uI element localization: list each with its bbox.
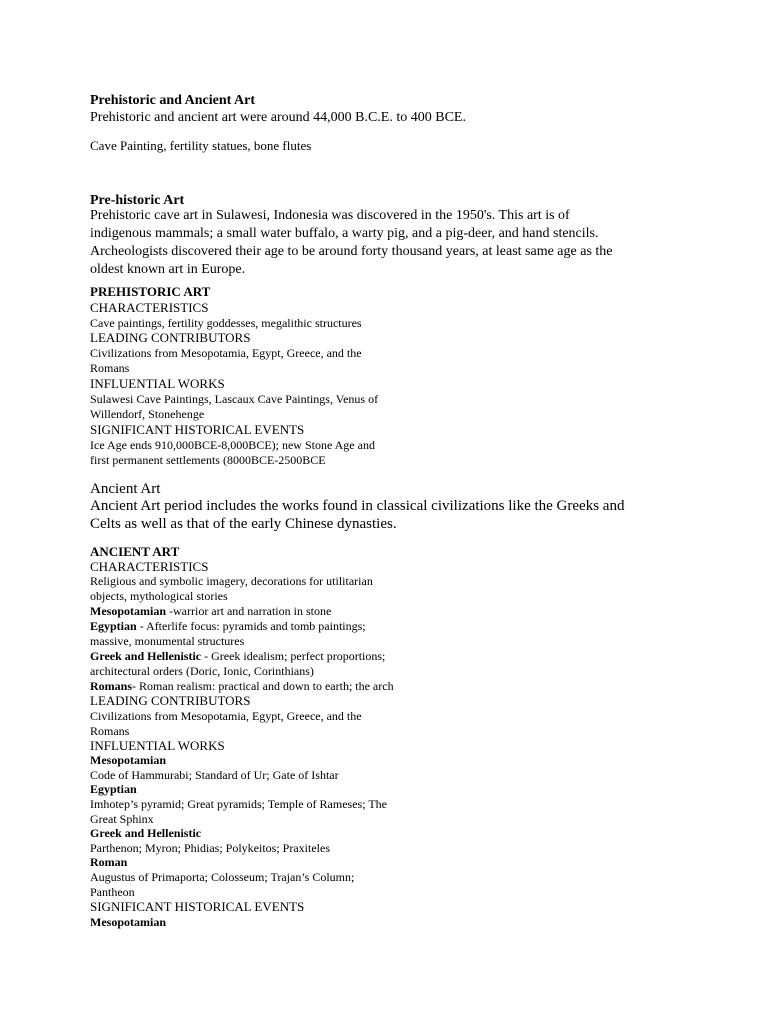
works-meso-text: Code of Hammurabi; Standard of Ur; Gate of Ishtar [90, 768, 339, 782]
meso-text: -warrior art and narration in stone [166, 604, 332, 618]
ancient-greek-row-2: architectural orders (Doric, Ionic, Corinthians) [90, 664, 314, 678]
greek-text: - Greek idealism; perfect proportions; [201, 649, 386, 663]
works-roman-line-1: Augustus of Primaporta; Colosseum; Trajan’s Column; [90, 870, 355, 884]
works-roman-line-2: Pantheon [90, 885, 135, 899]
ancient-contributors-line-2: Romans [90, 724, 130, 738]
prehistoric-contributors-line-1: Civilizations from Mesopotamia, Egypt, Greece, and the [90, 346, 362, 360]
prehistoric-works-line-2: Willendorf, Stonehenge [90, 407, 205, 421]
works-greek-label: Greek and Hellenistic [90, 826, 202, 840]
prehistoric-table-title: PREHISTORIC ART [90, 284, 211, 299]
works-greek-text: Parthenon; Myron; Phidias; Polykeitos; Praxiteles [90, 841, 330, 855]
ancient-table-title: ANCIENT ART [90, 544, 180, 559]
ancient-contributors-label: LEADING CONTRIBUTORS [90, 693, 251, 708]
roman-text: - Roman realism: practical and down to earth; the arch [132, 679, 394, 693]
prehistoric-characteristics-label: CHARACTERISTICS [90, 300, 209, 315]
works-egypt-line-2: Great Sphinx [90, 812, 154, 826]
intro-heading: Prehistoric and Ancient Art [90, 93, 256, 108]
ancient-egypt-row-2: massive, monumental structures [90, 634, 245, 648]
ancient-characteristics-label: CHARACTERISTICS [90, 559, 209, 574]
ancient-contributors-line-1: Civilizations from Mesopotamia, Egypt, Greece, and the [90, 709, 362, 723]
intro-line: Prehistoric and ancient art were around 44,000 B.C.E. to 400 BCE. [90, 110, 466, 125]
works-egypt-label: Egyptian [90, 782, 137, 796]
egypt-text: - Afterlife focus: pyramids and tomb paintings; [136, 619, 366, 633]
prehistoric-contributors-line-2: Romans [90, 361, 130, 375]
ancient-paragraph: Ancient Art period includes the works found in classical civilizations like the Greeks and Celts as well as that of the early Chinese dynasties. [90, 498, 625, 532]
ancient-works-label: INFLUENTIAL WORKS [90, 738, 225, 753]
prehistoric-events-line-2: first permanent settlements (8000BCE-2500BCE [90, 453, 326, 467]
prehistoric-paragraph: Prehistoric cave art in Sulawesi, Indonesia was discovered in the 1950's. This art is of indigenous mammals; a small water buffalo, a warty pig, and a pig-deer, and hand stencils. Archeologists discovered their age to be around forty thousand years, at least same age as the oldest known art in Europe. [90, 208, 613, 277]
works-meso-label: Mesopotamian [90, 753, 166, 767]
ancient-characteristics-line-1: Religious and symbolic imagery, decorations for utilitarian [90, 574, 373, 588]
prehistoric-works-label: INFLUENTIAL WORKS [90, 376, 225, 391]
greek-label: Greek and Hellenistic [90, 649, 202, 663]
ancient-greek-row [90, 650, 385, 662]
ancient-meso-row [90, 605, 331, 617]
works-egypt-line-1: Imhotep’s pyramid; Great pyramids; Temple of Rameses; The [90, 797, 387, 811]
events-meso-label: Mesopotamian [90, 915, 166, 929]
prehistoric-works-line-1: Sulawesi Cave Paintings, Lascaux Cave Paintings, Venus of [90, 392, 379, 406]
ancient-roman-row [90, 680, 394, 692]
meso-label: Mesopotamian [90, 604, 166, 618]
prehistoric-heading: Pre-historic Art [90, 193, 185, 208]
ancient-events-label: SIGNIFICANT HISTORICAL EVENTS [90, 899, 305, 914]
prehistoric-characteristics: Cave paintings, fertility goddesses, megalithic structures [90, 316, 362, 330]
prehistoric-contributors-label: LEADING CONTRIBUTORS [90, 330, 251, 345]
ancient-heading: Ancient Art [90, 481, 161, 497]
prehistoric-events-label: SIGNIFICANT HISTORICAL EVENTS [90, 422, 305, 437]
intro-list: Cave Painting, fertility statues, bone flutes [90, 138, 312, 153]
works-roman-label: Roman [90, 855, 128, 869]
ancient-characteristics-line-2: objects, mythological stories [90, 589, 228, 603]
ancient-egypt-row [90, 620, 366, 632]
roman-label: Romans [90, 679, 133, 693]
prehistoric-events-line-1: Ice Age ends 910,000BCE-8,000BCE); new Stone Age and [90, 438, 375, 452]
egypt-label: Egyptian [90, 619, 137, 633]
